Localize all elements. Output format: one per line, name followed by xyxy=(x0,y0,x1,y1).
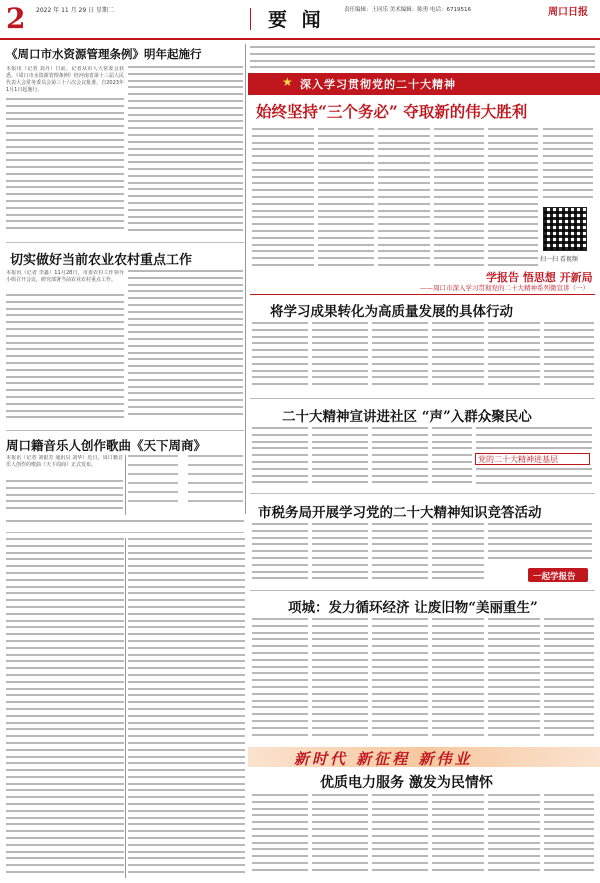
editors-line: 责任编辑：王同乐 美术编辑：陈勇 电话：6719516 xyxy=(344,7,471,13)
music-lead: 本报讯（记者 刘银芳 通讯员 刘华）近日，周口籍音乐人创作的歌曲《天下周商》正式发布。 xyxy=(6,455,123,468)
recycle-body xyxy=(544,618,594,743)
recycle-body xyxy=(488,618,540,743)
agri-lead: 本报讯（记者 李鑫）11月28日，市委农村工作领导小组召开会议，研究部署当前农业农村重点工作。 xyxy=(6,270,124,283)
page-number: 2 xyxy=(6,2,26,35)
power-headline: 优质电力服务 激发为民情怀 xyxy=(320,775,493,791)
pill-badge-text: 一起学报告 xyxy=(533,572,576,582)
agri-body xyxy=(128,270,243,425)
music-body xyxy=(6,480,123,514)
newspaper-logo: 周口日报 xyxy=(548,7,588,18)
continued-body xyxy=(128,538,245,878)
community-body xyxy=(312,427,368,489)
article-divider xyxy=(250,294,595,295)
continued-body xyxy=(6,538,124,878)
section-title: 要 闻 xyxy=(268,9,325,31)
community-body xyxy=(476,427,592,451)
column-divider xyxy=(245,44,246,514)
article-divider xyxy=(6,430,244,431)
community-headline: 二十大精神宣讲进社区 “声”入群众聚民心 xyxy=(282,409,532,425)
community-body xyxy=(476,468,592,488)
main-body xyxy=(488,128,538,268)
tax-headline: 市税务局开展学习党的二十大精神知识竞答活动 xyxy=(258,505,542,521)
series-title: 学报告 悟思想 开新局 xyxy=(486,271,593,284)
power-body xyxy=(312,794,368,878)
study-body xyxy=(432,322,484,392)
qr-caption: 扫一扫 看视频 xyxy=(540,256,578,263)
series-subtitle: ——周口市深入学习贯彻党的二十大精神系列微宣讲（一） xyxy=(420,284,589,292)
recycle-body xyxy=(252,618,308,743)
section-tag: 党的二十大精神进基层 xyxy=(478,455,558,464)
water-body xyxy=(128,66,243,238)
power-body xyxy=(372,794,428,878)
water-body xyxy=(6,98,124,238)
main-body xyxy=(378,128,430,268)
tax-body xyxy=(252,523,308,585)
study-body xyxy=(544,322,594,392)
qr-code[interactable] xyxy=(543,207,587,251)
right-top-body xyxy=(250,46,595,72)
main-body xyxy=(434,128,484,268)
tax-body xyxy=(488,523,592,565)
feature-banner-text: 新时代 新征程 新伟业 xyxy=(294,750,473,768)
column-divider xyxy=(125,455,126,515)
community-body xyxy=(252,427,308,489)
water-lead: 本报讯（记者 刘丹）日前，记者从市人大常委会获悉，《周口市水资源管理条例》经河南省第十三届人民代表大会常务委员会第三十六次会议批准，自2023年1月1日起施行。 xyxy=(6,66,124,93)
tax-body xyxy=(432,523,484,585)
study-body xyxy=(312,322,368,392)
main-body xyxy=(543,128,593,204)
star-icon: ★ xyxy=(282,75,293,89)
study-headline: 将学习成果转化为高质量发展的具体行动 xyxy=(270,304,513,320)
community-body xyxy=(432,427,472,489)
community-body xyxy=(372,427,428,489)
study-body xyxy=(252,322,308,392)
column-divider xyxy=(125,538,126,878)
study-body xyxy=(372,322,428,392)
main-body xyxy=(318,128,374,268)
article-divider xyxy=(250,493,595,494)
power-body xyxy=(252,794,308,878)
recycle-body xyxy=(432,618,484,743)
page-header xyxy=(0,0,600,40)
article-divider xyxy=(6,532,244,533)
water-headline: 《周口市水资源管理条例》明年起施行 xyxy=(6,47,202,61)
music-headline: 周口籍音乐人创作歌曲《天下周商》 xyxy=(6,438,207,453)
agri-body xyxy=(6,294,124,424)
main-body xyxy=(252,128,314,268)
recycle-headline: 项城：发力循环经济 让废旧物“美丽重生” xyxy=(288,600,538,616)
power-body xyxy=(544,794,594,878)
power-body xyxy=(432,794,484,878)
music-body xyxy=(6,520,244,532)
issue-date: 2022 年 11 月 29 日 星期二 xyxy=(36,7,114,14)
study-body xyxy=(488,322,540,392)
power-body xyxy=(488,794,540,878)
tax-body xyxy=(372,523,428,585)
agri-headline: 切实做好当前农业农村重点工作 xyxy=(10,253,193,268)
section-divider xyxy=(250,8,251,30)
main-headline: 始终坚持“三个务必” 夺取新的伟大胜利 xyxy=(256,102,528,121)
main-banner-text: 深入学习贯彻党的二十大精神 xyxy=(300,78,456,91)
recycle-body xyxy=(372,618,428,743)
article-divider xyxy=(250,398,595,399)
tax-body xyxy=(312,523,368,585)
recycle-body xyxy=(312,618,368,743)
article-divider xyxy=(6,242,244,243)
article-divider xyxy=(250,590,595,591)
